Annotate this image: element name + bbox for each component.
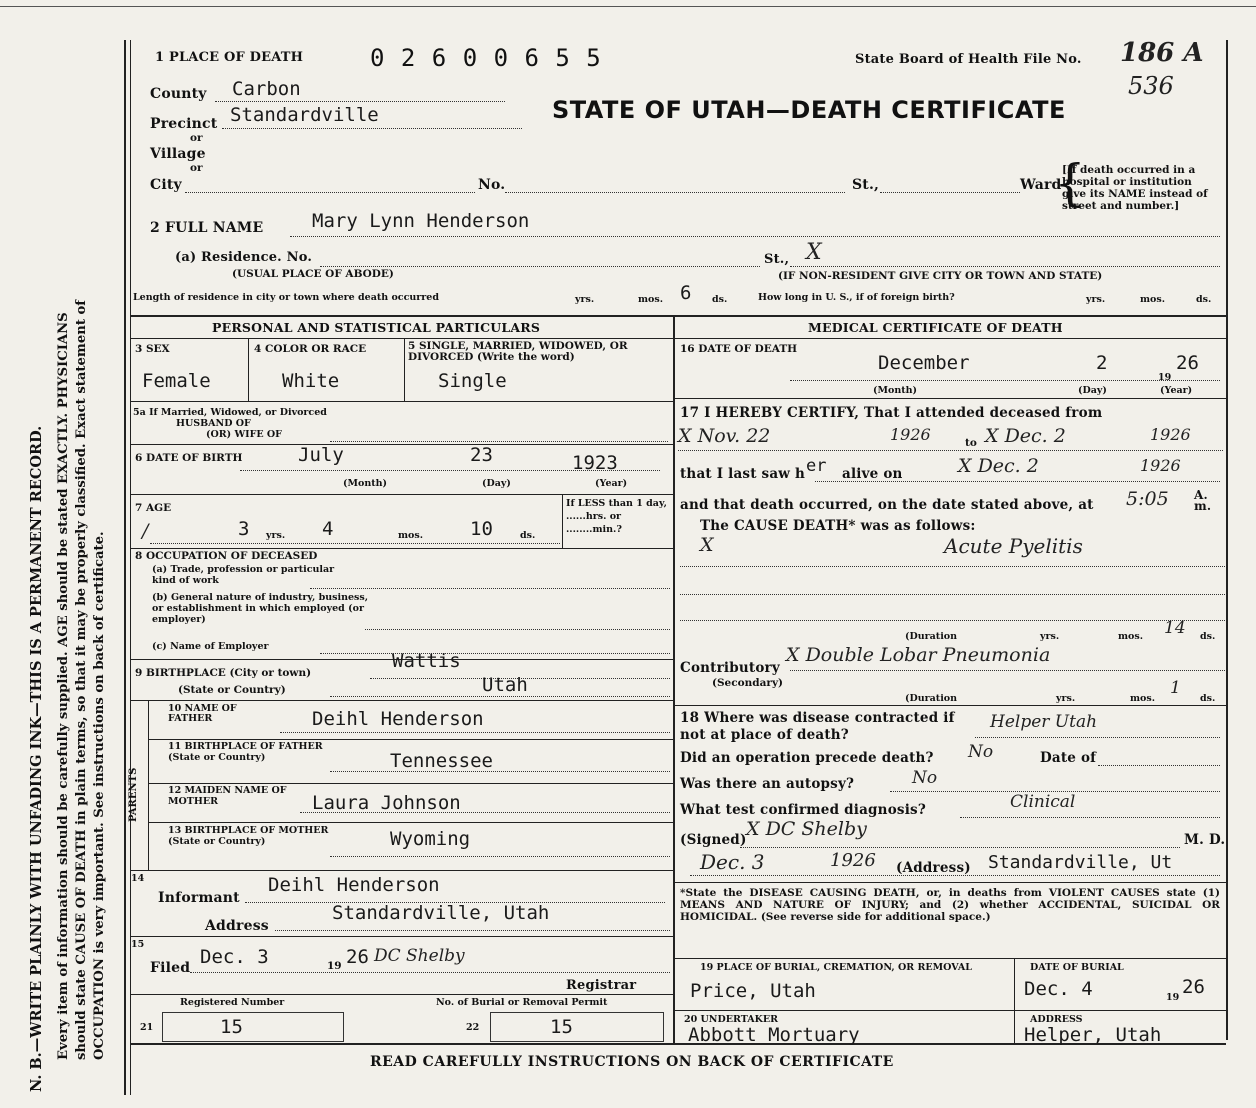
age-months: 4 bbox=[322, 518, 334, 540]
birthplace-state-label: (State or Country) bbox=[178, 684, 286, 696]
burial-year-prefix: 19 bbox=[1166, 992, 1180, 1003]
contributory-value: X Double Lobar Pneumonia bbox=[786, 644, 1051, 666]
or-label-1: or bbox=[190, 132, 203, 144]
dob-day: 23 bbox=[470, 444, 493, 466]
death-occurred-line: and that death occurred, on the date stated above, at bbox=[680, 497, 1094, 513]
filed-label: Filed bbox=[150, 960, 191, 976]
undertaker-address-label: ADDRESS bbox=[1030, 1014, 1083, 1025]
autopsy-value: No bbox=[912, 768, 938, 788]
death-month-label: (Month) bbox=[873, 385, 918, 396]
death-day-label: (Day) bbox=[1078, 385, 1107, 396]
burial-permit-value: 15 bbox=[550, 1016, 573, 1038]
sidebar-line-4: OCCUPATION is very important. See instructions on back of certificate. bbox=[92, 531, 107, 1060]
sex-value: Female bbox=[142, 370, 211, 392]
undertaker-address-value: Helper, Utah bbox=[1024, 1024, 1162, 1046]
length-mos-label: mos. bbox=[638, 294, 664, 305]
parents-label: PARENTS bbox=[128, 767, 139, 822]
footnote: *State the DISEASE CAUSING DEATH, or, in deaths from VIOLENT CAUSES state (1) MEANS AND NATURE OF INJURY; and (2) whether ACCIDENTAL, SUICIDAL OR HOMICIDAL. (See reverse side for additional space.) bbox=[680, 887, 1220, 923]
filed-signature: DC Shelby bbox=[374, 946, 465, 966]
q18-label: 18 Where was disease contracted if not at place of death? bbox=[680, 710, 955, 743]
personal-section-title: PERSONAL AND STATISTICAL PARTICULARS bbox=[212, 320, 541, 335]
city-label: City bbox=[150, 177, 182, 193]
date-of-death-label: 16 DATE OF DEATH bbox=[680, 343, 798, 355]
occupation-a: (a) Trade, profession or particular kind of work bbox=[152, 564, 335, 586]
duration-ds-1: ds. bbox=[1200, 631, 1216, 642]
dob-month: July bbox=[298, 444, 344, 466]
residence-mark: X bbox=[806, 240, 822, 265]
sidebar-line-2: Every item of information should be carefully supplied. AGE should be stated EXACTLY. PHYSICIANS bbox=[56, 312, 71, 1060]
address-value: Standardville, Utah bbox=[332, 902, 550, 924]
address-label: Address bbox=[205, 918, 269, 934]
county-label: County bbox=[150, 86, 207, 102]
filed-value: Dec. 3 bbox=[200, 946, 269, 968]
burial-date-value: Dec. 4 bbox=[1024, 978, 1093, 1000]
age-mark: / bbox=[142, 520, 149, 542]
signed-year: 1926 bbox=[830, 850, 876, 871]
ward-brace: { bbox=[1054, 154, 1086, 212]
spouse-label-1: 5a If Married, Widowed, or Divorced bbox=[133, 407, 327, 418]
or-label-2: or bbox=[190, 162, 203, 174]
occupation-b: (b) General nature of industry, business, or establishment in which employed (or employer) bbox=[152, 592, 369, 625]
cause-label: The CAUSE DEATH* was as follows: bbox=[700, 518, 976, 534]
birthplace-state: Utah bbox=[482, 674, 528, 696]
st-label: St., bbox=[852, 177, 880, 193]
file-no-second: 536 bbox=[1128, 72, 1174, 100]
duration-label-1: (Duration bbox=[905, 631, 958, 642]
death-year-prefix: 19 bbox=[1158, 372, 1172, 383]
registrar-label: Registrar bbox=[566, 978, 637, 993]
us-mos-label: mos. bbox=[1140, 294, 1166, 305]
section-divider-top bbox=[131, 315, 1226, 317]
age-days: 10 bbox=[470, 518, 493, 540]
address-md-label: (Address) bbox=[896, 860, 971, 876]
last-saw-year: 1926 bbox=[1140, 456, 1181, 475]
attended-from: X Nov. 22 bbox=[678, 425, 771, 447]
father-birthplace-label: 11 BIRTHPLACE OF FATHER (State or Country) bbox=[168, 741, 323, 763]
cause-value: Acute Pyelitis bbox=[944, 534, 1083, 558]
mother-birthplace-value: Wyoming bbox=[390, 828, 471, 850]
last-saw-date: X Dec. 2 bbox=[958, 455, 1039, 477]
father-birthplace-value: Tennessee bbox=[390, 750, 493, 772]
dob-month-label: (Month) bbox=[343, 478, 388, 489]
no-label: No. bbox=[478, 177, 506, 193]
color-label: 4 COLOR OR RACE bbox=[254, 343, 367, 355]
operation-value: No bbox=[968, 742, 994, 762]
right-edge-line bbox=[1226, 40, 1228, 1040]
sidebar-line-3: should state CAUSE OF DEATH in plain terms, so that it may be properly classified. Exact statement of bbox=[74, 300, 89, 1060]
duration-mos-value-1: 14 bbox=[1164, 618, 1186, 638]
filed-year: 26 bbox=[346, 946, 369, 968]
signed-value: X DC Shelby bbox=[746, 818, 867, 840]
informant-label: Informant bbox=[158, 890, 240, 906]
address-md-value: Standardville, Ut bbox=[988, 852, 1173, 873]
filed-year-prefix: 19 bbox=[327, 960, 342, 972]
us-yrs-label: yrs. bbox=[1086, 294, 1106, 305]
attended-to-label: to bbox=[965, 437, 977, 449]
us-ds-label: ds. bbox=[1196, 294, 1212, 305]
signed-date: Dec. 3 bbox=[700, 850, 765, 874]
place-of-death-label: 1 PLACE OF DEATH bbox=[155, 50, 304, 65]
age-label: 7 AGE bbox=[135, 502, 172, 514]
county-value: Carbon bbox=[232, 78, 301, 100]
attended-from-year: 1926 bbox=[890, 425, 931, 444]
residence-st-label: St., bbox=[764, 252, 790, 267]
dob-day-label: (Day) bbox=[482, 478, 511, 489]
attended-to-year: 1926 bbox=[1150, 425, 1191, 444]
precinct-value: Standardville bbox=[230, 104, 379, 126]
burial-date-label: DATE OF BURIAL bbox=[1030, 962, 1124, 973]
marital-value: Single bbox=[438, 370, 507, 392]
certificate-number: 0 2 6 0 0 6 5 5 bbox=[370, 44, 602, 72]
us-residence-label: How long in U. S., if of foreign birth? bbox=[758, 292, 955, 303]
page-title: STATE OF UTAH—DEATH CERTIFICATE bbox=[552, 96, 1066, 124]
certify-line: 17 I HEREBY CERTIFY, That I attended deceased from bbox=[680, 405, 1103, 421]
signed-label: (Signed) bbox=[680, 832, 747, 848]
nonresident-label: (IF NON-RESIDENT GIVE CITY OR TOWN AND STATE) bbox=[778, 270, 1103, 282]
death-month: December bbox=[878, 352, 970, 374]
spouse-label-2: HUSBAND OF bbox=[176, 418, 251, 429]
md-label: M. D. bbox=[1184, 832, 1226, 848]
registered-number-value: 15 bbox=[220, 1016, 243, 1038]
occupation-c: (c) Name of Employer bbox=[152, 641, 269, 652]
death-year-label: (Year) bbox=[1160, 385, 1193, 396]
last-saw-line: that I last saw h bbox=[680, 466, 806, 482]
full-name-label: 2 FULL NAME bbox=[150, 220, 264, 236]
duration-ds-2: ds. bbox=[1200, 693, 1216, 704]
sex-label: 3 SEX bbox=[135, 343, 170, 355]
test-value: Clinical bbox=[1010, 792, 1076, 812]
informant-number: 14 bbox=[131, 873, 145, 884]
duration-yrs-2: yrs. bbox=[1056, 693, 1076, 704]
father-label: 10 NAME OF FATHER bbox=[168, 703, 237, 724]
informant-value: Deihl Henderson bbox=[268, 874, 440, 896]
duration-mos-1: mos. bbox=[1118, 631, 1144, 642]
length-residence-label: Length of residence in city or town where death occurred bbox=[133, 292, 439, 303]
cause-mark: X bbox=[700, 534, 714, 556]
q18-value: Helper Utah bbox=[990, 712, 1098, 732]
contributory-label: Contributory bbox=[680, 660, 780, 676]
duration-mos-2: mos. bbox=[1130, 693, 1156, 704]
dob-year-label: (Year) bbox=[595, 478, 628, 489]
death-year: 26 bbox=[1176, 352, 1199, 374]
mother-birthplace-label: 13 BIRTHPLACE OF MOTHER (State or Country) bbox=[168, 825, 329, 847]
test-label: What test confirmed diagnosis? bbox=[680, 802, 926, 818]
dob-label: 6 DATE OF BIRTH bbox=[135, 452, 243, 464]
top-border bbox=[0, 6, 1256, 7]
burial-year: 26 bbox=[1182, 976, 1205, 998]
death-ampm: A. m. bbox=[1194, 488, 1212, 513]
hospital-note: [If death occurred in a hospital or institution give its NAME instead of street and number.] bbox=[1062, 164, 1208, 212]
burial-place-label: 19 PLACE OF BURIAL, CREMATION, OR REMOVAL bbox=[700, 962, 972, 973]
left-margin-line bbox=[124, 40, 126, 1095]
less-than-label: If LESS than 1 day, ......hrs. or ........min.? bbox=[566, 498, 667, 535]
marital-label: 5 SINGLE, MARRIED, WIDOWED, OR DIVORCED (Write the word) bbox=[408, 340, 628, 363]
length-ds-label: ds. bbox=[712, 294, 728, 305]
residence-label: (a) Residence. No. bbox=[175, 250, 313, 265]
dob-year: 1923 bbox=[572, 452, 618, 474]
autopsy-label: Was there an autopsy? bbox=[680, 776, 855, 792]
father-value: Deihl Henderson bbox=[312, 708, 484, 730]
burial-place-value: Price, Utah bbox=[690, 980, 816, 1002]
undertaker-value: Abbott Mortuary bbox=[688, 1024, 860, 1046]
age-months-label: mos. bbox=[398, 530, 424, 541]
file-no-value: 186 A bbox=[1120, 38, 1204, 68]
sidebar-line-1: N. B.—WRITE PLAINLY WITH UNFADING INK—THIS IS A PERMANENT RECORD. bbox=[28, 425, 45, 1092]
age-days-label: ds. bbox=[520, 530, 536, 541]
mother-label: 12 MAIDEN NAME OF MOTHER bbox=[168, 785, 287, 807]
age-years: 3 bbox=[238, 518, 250, 540]
column-divider bbox=[673, 315, 675, 1044]
burial-permit-label: No. of Burial or Removal Permit bbox=[436, 997, 608, 1008]
last-saw-er: er bbox=[806, 456, 827, 476]
precinct-label: Precinct bbox=[150, 116, 218, 132]
operation-label: Did an operation precede death? bbox=[680, 750, 934, 766]
undertaker-label: 20 UNDERTAKER bbox=[684, 1014, 779, 1025]
last-saw-alive: alive on bbox=[842, 466, 903, 482]
spouse-label-3: (OR) WIFE OF bbox=[206, 429, 282, 440]
medical-section-title: MEDICAL CERTIFICATE OF DEATH bbox=[808, 320, 1063, 335]
burial-permit-box bbox=[490, 1012, 664, 1042]
birthplace-label: 9 BIRTHPLACE (City or town) bbox=[135, 667, 312, 679]
usual-abode-label: (USUAL PLACE OF ABODE) bbox=[232, 268, 394, 280]
number-22: 22 bbox=[466, 1022, 480, 1033]
secondary-label: (Secondary) bbox=[712, 677, 784, 689]
color-value: White bbox=[282, 370, 340, 392]
footer-instructions: READ CAREFULLY INSTRUCTIONS ON BACK OF CERTIFICATE bbox=[370, 1054, 894, 1070]
registered-number-label: Registered Number bbox=[180, 997, 285, 1008]
occupation-title: 8 OCCUPATION OF DECEASED bbox=[135, 550, 318, 562]
death-day: 2 bbox=[1096, 352, 1108, 374]
attended-to: X Dec. 2 bbox=[985, 425, 1066, 447]
length-yrs-label: yrs. bbox=[575, 294, 595, 305]
ward-label: Ward bbox=[1020, 177, 1062, 193]
full-name-value: Mary Lynn Henderson bbox=[312, 210, 530, 232]
village-label: Village bbox=[150, 146, 206, 162]
duration-label-2: (Duration bbox=[905, 693, 958, 704]
length-mos-value: 6 bbox=[680, 282, 692, 304]
file-no-label: State Board of Health File No. bbox=[855, 52, 1082, 67]
filed-number: 15 bbox=[131, 939, 145, 950]
age-years-label: yrs. bbox=[266, 530, 286, 541]
death-time: 5:05 bbox=[1126, 488, 1169, 510]
number-21: 21 bbox=[140, 1022, 154, 1033]
duration-yrs-1: yrs. bbox=[1040, 631, 1060, 642]
birthplace-city: Wattis bbox=[392, 650, 461, 672]
registered-number-box bbox=[162, 1012, 344, 1042]
duration-mos-value-2: 1 bbox=[1170, 678, 1181, 698]
operation-date-label: Date of bbox=[1040, 750, 1097, 766]
mother-value: Laura Johnson bbox=[312, 792, 461, 814]
